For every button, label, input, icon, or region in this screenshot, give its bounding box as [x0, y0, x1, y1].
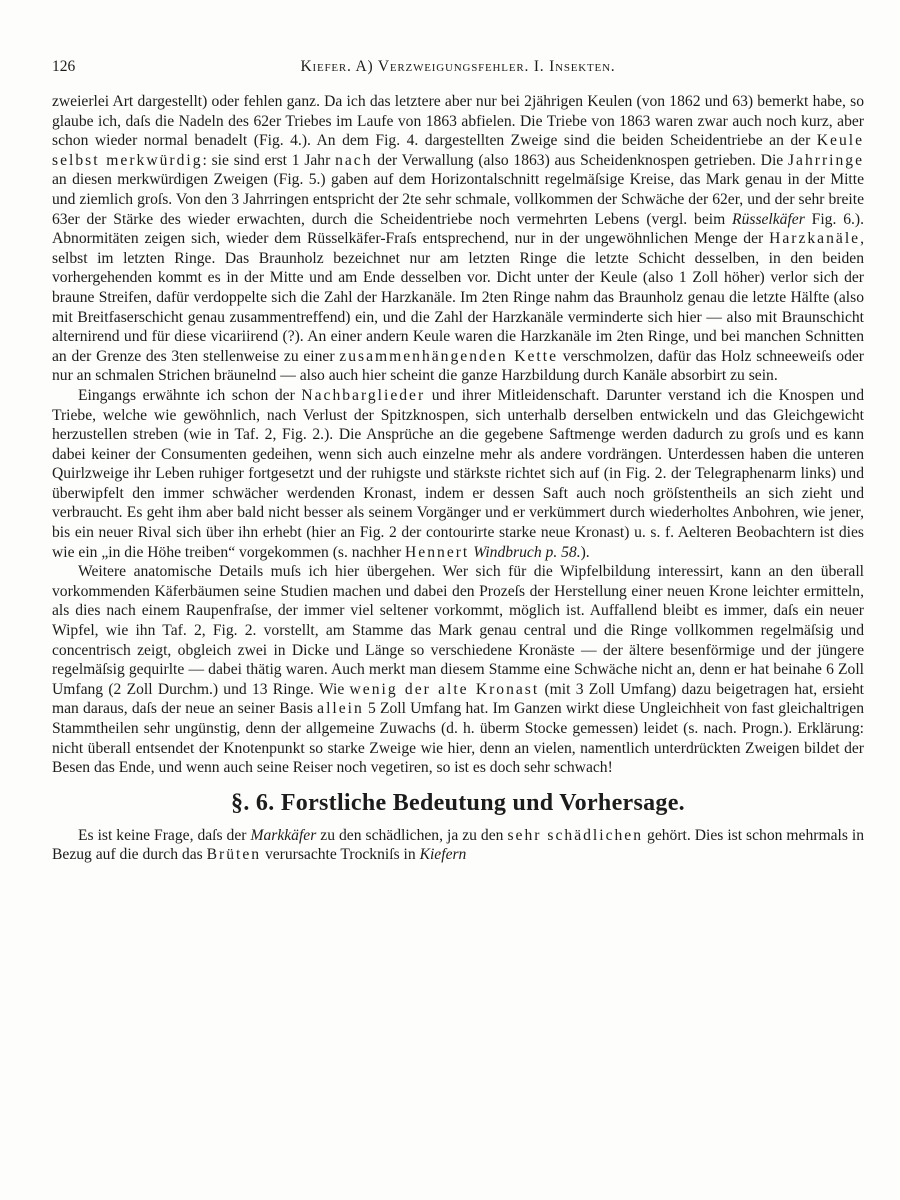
section-heading: §. 6. Forstliche Bedeutung und Vorhersage. [231, 789, 685, 816]
text-run: der Verwallung (also 1863) aus Scheidenknospen getrieben. Die [372, 151, 788, 169]
spaced-emphasis-text: Hennert [405, 543, 470, 561]
paragraph [52, 92, 864, 386]
spaced-emphasis-text: Jahrringe [787, 151, 864, 169]
text-run: , selbst im letzten Ringe. Das Braunholz bezeichnet nur am letzten Ringe die letzte Schicht desselben, in den beiden vorhergehenden kommt es in der Mitte und am Ende desselben vor. Dicht unter der Keule (also 1 Zoll höher) verlor sich der braune Streifen, dafür verdoppelte sich die Zahl der Harzkanäle. Im 2ten Ringe nahm das Braunholz genau die letzte Hälfte (also mit Breitfaserschicht genau zusammentreffend) ein, und die Zahl der Harzkanäle verminderte sich hier — also mit Braunschicht alternirend und für diese vicariirend (?). An einer andern Keule waren die Harzkanäle im 2ten Ringe, und bei manchen Schnitten an der Grenze des 3ten stellenweise zu einer [52, 230, 864, 365]
text-run: an diesen merkwürdigen Zweigen (Fig. 5.) gaben auf dem Horizontalschnitt regelmäſsige Kreise, das Mark genau in der Mitte und ziemlich groſs. Von den 3 Jahrringen entspricht der 2te sehr schmale, vollkommen der Schwäche der 62er, und der sehr breite 63er der Stärke des wieder erwachten, durch die Scheidentriebe noch vermehrten Lebens (vergl. beim [52, 171, 864, 228]
page-header [52, 58, 864, 78]
spaced-emphasis-text: Harzkanäle [769, 230, 861, 248]
text-run: 5 Zoll Umfang hat. Im Ganzen wirkt diese Ungleichheit von fast gleichaltrigen Stammtheilen sehr ungünstig, denn der allgemeine Zuwachs (d. h. überm Stocke gemessen) leidet (s. nach. Progn.). Erklärung: nicht überall entsendet der Knotenpunkt so starke Zweige wie hier, denn an vielen, namentlich unterdrückten Zweigen bildet der Besen das Ende, und wenn auch seine Reiser noch vegetiren, so ist es doch sehr schwach! [52, 700, 864, 777]
spaced-emphasis-text: Keule selbst merkwürdig [52, 132, 864, 169]
spaced-emphasis-text: nach [335, 151, 373, 169]
text-run: gehört. Dies ist schon mehrmals in Bezug auf die durch das [52, 826, 865, 864]
page-number: 126 [52, 58, 76, 75]
text-run: zweierlei Art dargestellt) oder fehlen ganz. Da ich das letztere aber nur bei 2jährigen Keulen (von 1862 und 63) bemerkt habe, so glaube ich, daſs die Nadeln des 62er Triebes im Laufe von 1863 abfielen. Die Triebe von 1863 waren zwar auch noch kurz, aber schon wieder normal benadelt (Fig. 4.). An dem Fig. 4. dargestellten Zweige sind die beiden Scheidentriebe an der [52, 93, 864, 150]
text-run: (mit 3 Zoll Umfang) dazu beigetragen hat, ersieht man daraus, daſs der neue an seiner Basis [52, 680, 865, 718]
spaced-emphasis-text: sehr schädlichen [507, 826, 644, 844]
text-run: : sie sind erst 1 Jahr [202, 151, 336, 169]
text-run: und ihrer Mitleidenschaft. Darunter verstand ich die Knospen und Triebe, welche wie gewöhnlich, nach Verlust der Spitzknospen, sich unterhalb derselben entwickeln und das Gleichgewicht herzustellen streben (wie in Taf. 2, Fig. 2.). Die Ansprüche an die gegebene Saftmenge werden dadurch zu groſs und es kann dabei keiner der Consumenten gedeihen, wenn sich auch einzelne mehr als andere vordrängen. Unterdessen haben die unteren Quirlzweige ihr Leben ruhiger fortgesetzt und der ruhigste und stärkste richtet sich auf (in Fig. 2. der Telegraphenarm links) und überwipfelt den immer schwächer werdenden Kronast, indem er dessen Saft auch noch gröſstentheils an sich zieht und verbraucht. Es geht ihm aber bald nicht besser als seinem Vorgänger und er verkümmert durch wiederholtes Anbohren, wie jener, bis ein neuer Rival sich über ihn erhebt (hier an Fig. 2 der contourirte starke neue Kronast) u. s. f. Aelteren Beobachtern ist dies wie ein „in die Höhe treiben“ vorgekommen (s. nachher [52, 386, 864, 561]
spaced-emphasis-text: wenig der alte Kronast [349, 680, 540, 698]
italic-text: Markkäfer [250, 826, 317, 844]
text-run: verschmolzen, dafür das Holz schneeweiſs oder nur an schmalen Strichen bräunelnd — also auch hier scheint die ganze Harzbildung durch Kanäle absorbirt zu sein. [52, 347, 865, 385]
paragraph-list [52, 92, 864, 778]
text-run: zu den schädlichen, ja zu den [316, 826, 508, 844]
spaced-emphasis-text: Nachbarglieder [301, 386, 426, 404]
italic-text: Windbruch p. 58. [473, 543, 581, 561]
spaced-emphasis-text: allein [317, 700, 364, 718]
text-run: Eingangs erwähnte ich schon der [78, 386, 302, 404]
body-text [52, 92, 864, 865]
text-run: ). [580, 543, 590, 561]
paragraph [52, 562, 864, 778]
spaced-emphasis-text: zusammenhängenden Kette [339, 347, 559, 365]
final-paragraph-container [52, 826, 864, 865]
italic-text: Kiefern [419, 846, 467, 864]
spaced-emphasis-text: Brüten [206, 846, 262, 864]
text-run: Fig. 6.). Abnormitäten zeigen sich, wieder dem Rüsselkäfer-Fraſs entsprechend, nur in der ungewöhnlichen Menge der [52, 210, 864, 248]
italic-text: Rüsselkäfer [732, 210, 805, 228]
text-run: verursachte Trockniſs in [261, 846, 420, 864]
text-run: Es ist keine Frage, daſs der [78, 826, 251, 844]
paragraph [52, 386, 864, 562]
text-run: Weitere anatomische Details muſs ich hier übergehen. Wer sich für die Wipfelbildung interessirt, kann an den überall vorkommenden Käferbäumen seine Studien machen und dabei den Prozeſs der Herstellung einer neuen Krone leichter ermitteln, als dies nach einem Raupenfraſse, der immer viel seltener vorkommt, möglich ist. Auffallend bleibt es immer, daſs ein neuer Wipfel, wie ihn Taf. 2, Fig. 2. vorstellt, am Stamme das Mark genau central und die Ringe vollkommen regelmäſsig und concentrisch zeigt, obgleich zwei in Dicke und Länge so verschiedene Kronäste — der ältere besenförmige und der jüngere regelmäſsig gequirlte — dabei thätig waren. Auch merkt man diesem Stamme eine Schwäche nicht an, denn er hat beinahe 6 Zoll Umfang (2 Zoll Durchm.) und 13 Ringe. Wie [52, 563, 864, 698]
paragraph [52, 826, 864, 865]
running-head: Kiefer. A) Verzweigungsfehler. I. Insekten. [300, 58, 616, 75]
